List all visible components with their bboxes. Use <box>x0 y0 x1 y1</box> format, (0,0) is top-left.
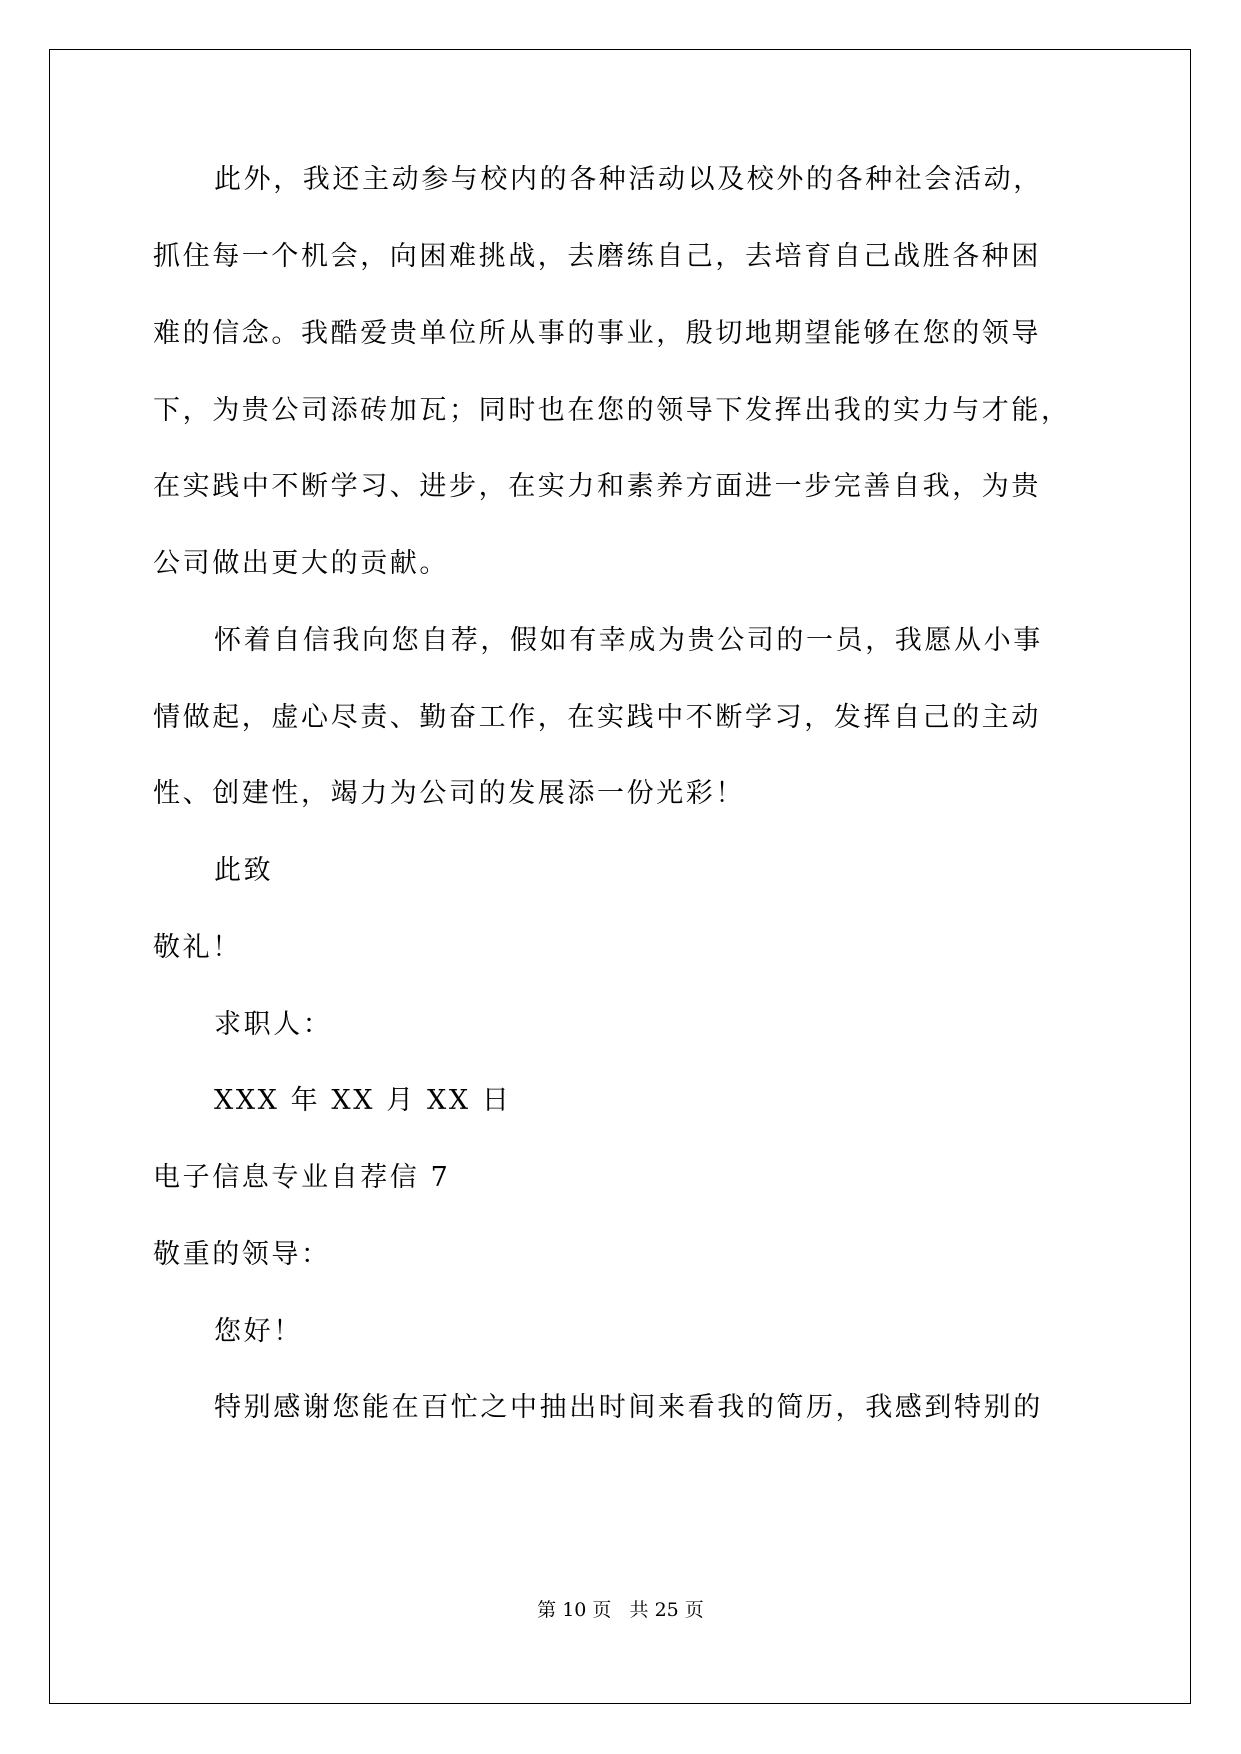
paragraph-line: 下，为贵公司添砖加瓦；同时也在您的领导下发挥出我的实力与才能， <box>153 395 1071 426</box>
paragraph-line: 特别感谢您能在百忙之中抽出时间来看我的简历，我感到特别的 <box>214 1392 1043 1423</box>
paragraph-line: 难的信念。我酷爱贵单位所从事的事业，殷切地期望能够在您的领导 <box>153 318 1041 349</box>
paragraph-line: 怀着自信我向您自荐，假如有幸成为贵公司的一员，我愿从小事 <box>214 625 1043 656</box>
paragraph-line: 情做起，虚心尽责、勤奋工作，在实践中不断学习，发挥自己的主动 <box>153 702 1041 733</box>
closing-salutation: 此致 <box>214 855 274 886</box>
section-title: 电子信息专业自荐信 7 <box>153 1162 451 1193</box>
date-line: XXX 年 XX 月 XX 日 <box>214 1085 512 1116</box>
paragraph-line: 抓住每一个机会，向困难挑战，去磨练自己，去培育自己战胜各种困 <box>153 241 1041 272</box>
closing-regards: 敬礼！ <box>153 932 242 963</box>
paragraph-line: 在实践中不断学习、进步，在实力和素养方面进一步完善自我，为贵 <box>153 471 1041 502</box>
signature-label: 求职人： <box>214 1009 333 1040</box>
paragraph-line: 此外，我还主动参与校内的各种活动以及校外的各种社会活动， <box>214 164 1043 195</box>
paragraph-line: 性、创建性，竭力为公司的发展添一份光彩！ <box>153 778 745 809</box>
paragraph-line: 公司做出更大的贡献。 <box>153 548 449 579</box>
greeting-line: 敬重的领导： <box>153 1239 331 1270</box>
greeting-hello: 您好！ <box>214 1316 303 1347</box>
page-number-footer: 第 10 页 共 25 页 <box>537 1599 704 1621</box>
